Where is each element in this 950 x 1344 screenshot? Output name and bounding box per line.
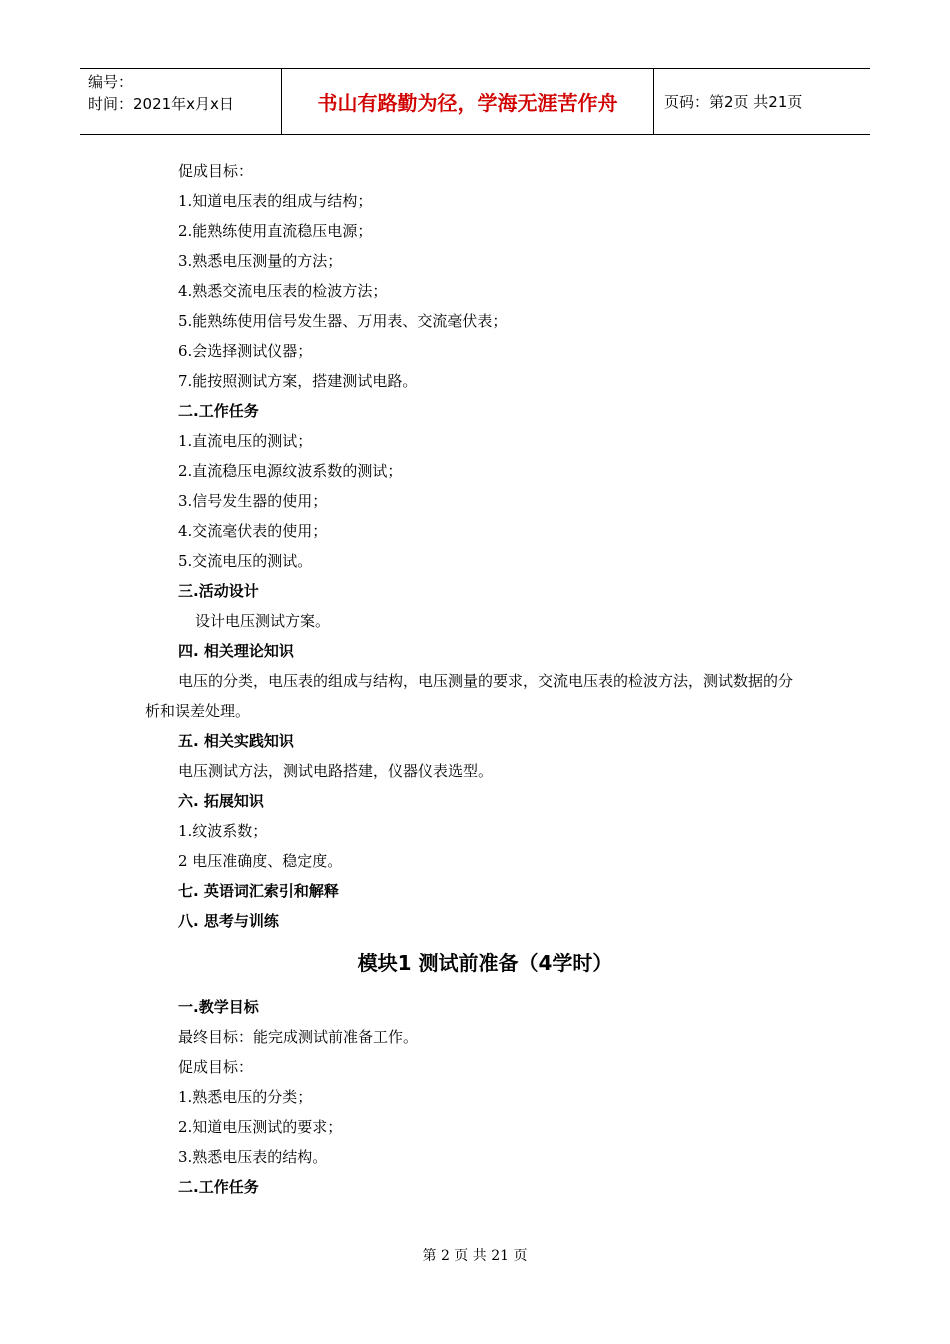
module-goal-item: 1.熟悉电压的分类； [178, 1088, 313, 1106]
practice-text: 电压测试方法，测试电路搭建，仪器仪表选型。 [178, 762, 494, 780]
module-promote-label: 促成目标： [178, 1058, 254, 1076]
goal-item: 2.能熟练使用直流稳压电源； [178, 222, 373, 240]
goal-item: 7.能按照测试方案，搭建测试电路。 [178, 372, 418, 390]
activity-text: 设计电压测试方案。 [195, 612, 331, 630]
goal-item: 4.熟悉交流电压表的检波方法； [178, 282, 388, 300]
theory-heading: 四. 相关理论知识 [178, 642, 294, 660]
task-item: 2.直流稳压电源纹波系数的测试； [178, 462, 403, 480]
goal-item: 5.能熟练使用信号发生器、万用表、交流毫伏表； [178, 312, 508, 330]
document-body [145, 156, 825, 1202]
promote-goals-label: 促成目标： [178, 162, 254, 180]
task-item: 3.信号发生器的使用； [178, 492, 328, 510]
page-header [80, 68, 870, 135]
header-motto: 书山有路勤为径，学海无涯苦作舟 [282, 69, 654, 134]
goal-item: 3.熟悉电压测量的方法； [178, 252, 343, 270]
goal-item: 6.会选择测试仪器； [178, 342, 313, 360]
header-number: 编号： [88, 73, 134, 91]
activity-heading: 三.活动设计 [178, 582, 259, 600]
page-footer: 第 2 页 共 21 页 [422, 1248, 528, 1264]
header-meta-cell [80, 69, 282, 134]
extend-heading: 六. 拓展知识 [178, 792, 264, 810]
header-page-number: 页码：第2页 共21页 [664, 93, 803, 111]
theory-text: 电压的分类，电压表的组成与结构，电压测量的要求，交流电压表的检波方法，测试数据的分析和误差处理。 [145, 672, 794, 720]
module-goal-heading: 一.教学目标 [178, 998, 259, 1016]
header-time: 时间：2021年x月x日 [88, 95, 234, 113]
module-final-goal: 最终目标：能完成测试前准备工作。 [178, 1028, 419, 1046]
module-tasks-heading: 二.工作任务 [178, 1178, 259, 1196]
module-goal-item: 3.熟悉电压表的结构。 [178, 1148, 328, 1166]
practice-heading: 五. 相关实践知识 [178, 732, 294, 750]
tasks-heading: 二.工作任务 [178, 402, 259, 420]
extend-item: 2 电压准确度、稳定度。 [178, 852, 343, 870]
think-heading: 八. 思考与训练 [178, 912, 279, 930]
extend-item: 1.纹波系数； [178, 822, 268, 840]
task-item: 5.交流电压的测试。 [178, 552, 313, 570]
task-item: 4.交流毫伏表的使用； [178, 522, 328, 540]
task-item: 1.直流电压的测试； [178, 432, 313, 450]
module-goal-item: 2.知道电压测试的要求； [178, 1118, 343, 1136]
module-title: 模块1 测试前准备（4学时） [357, 951, 613, 975]
goal-item: 1.知道电压表的组成与结构； [178, 192, 373, 210]
english-heading: 七. 英语词汇索引和解释 [178, 882, 339, 900]
